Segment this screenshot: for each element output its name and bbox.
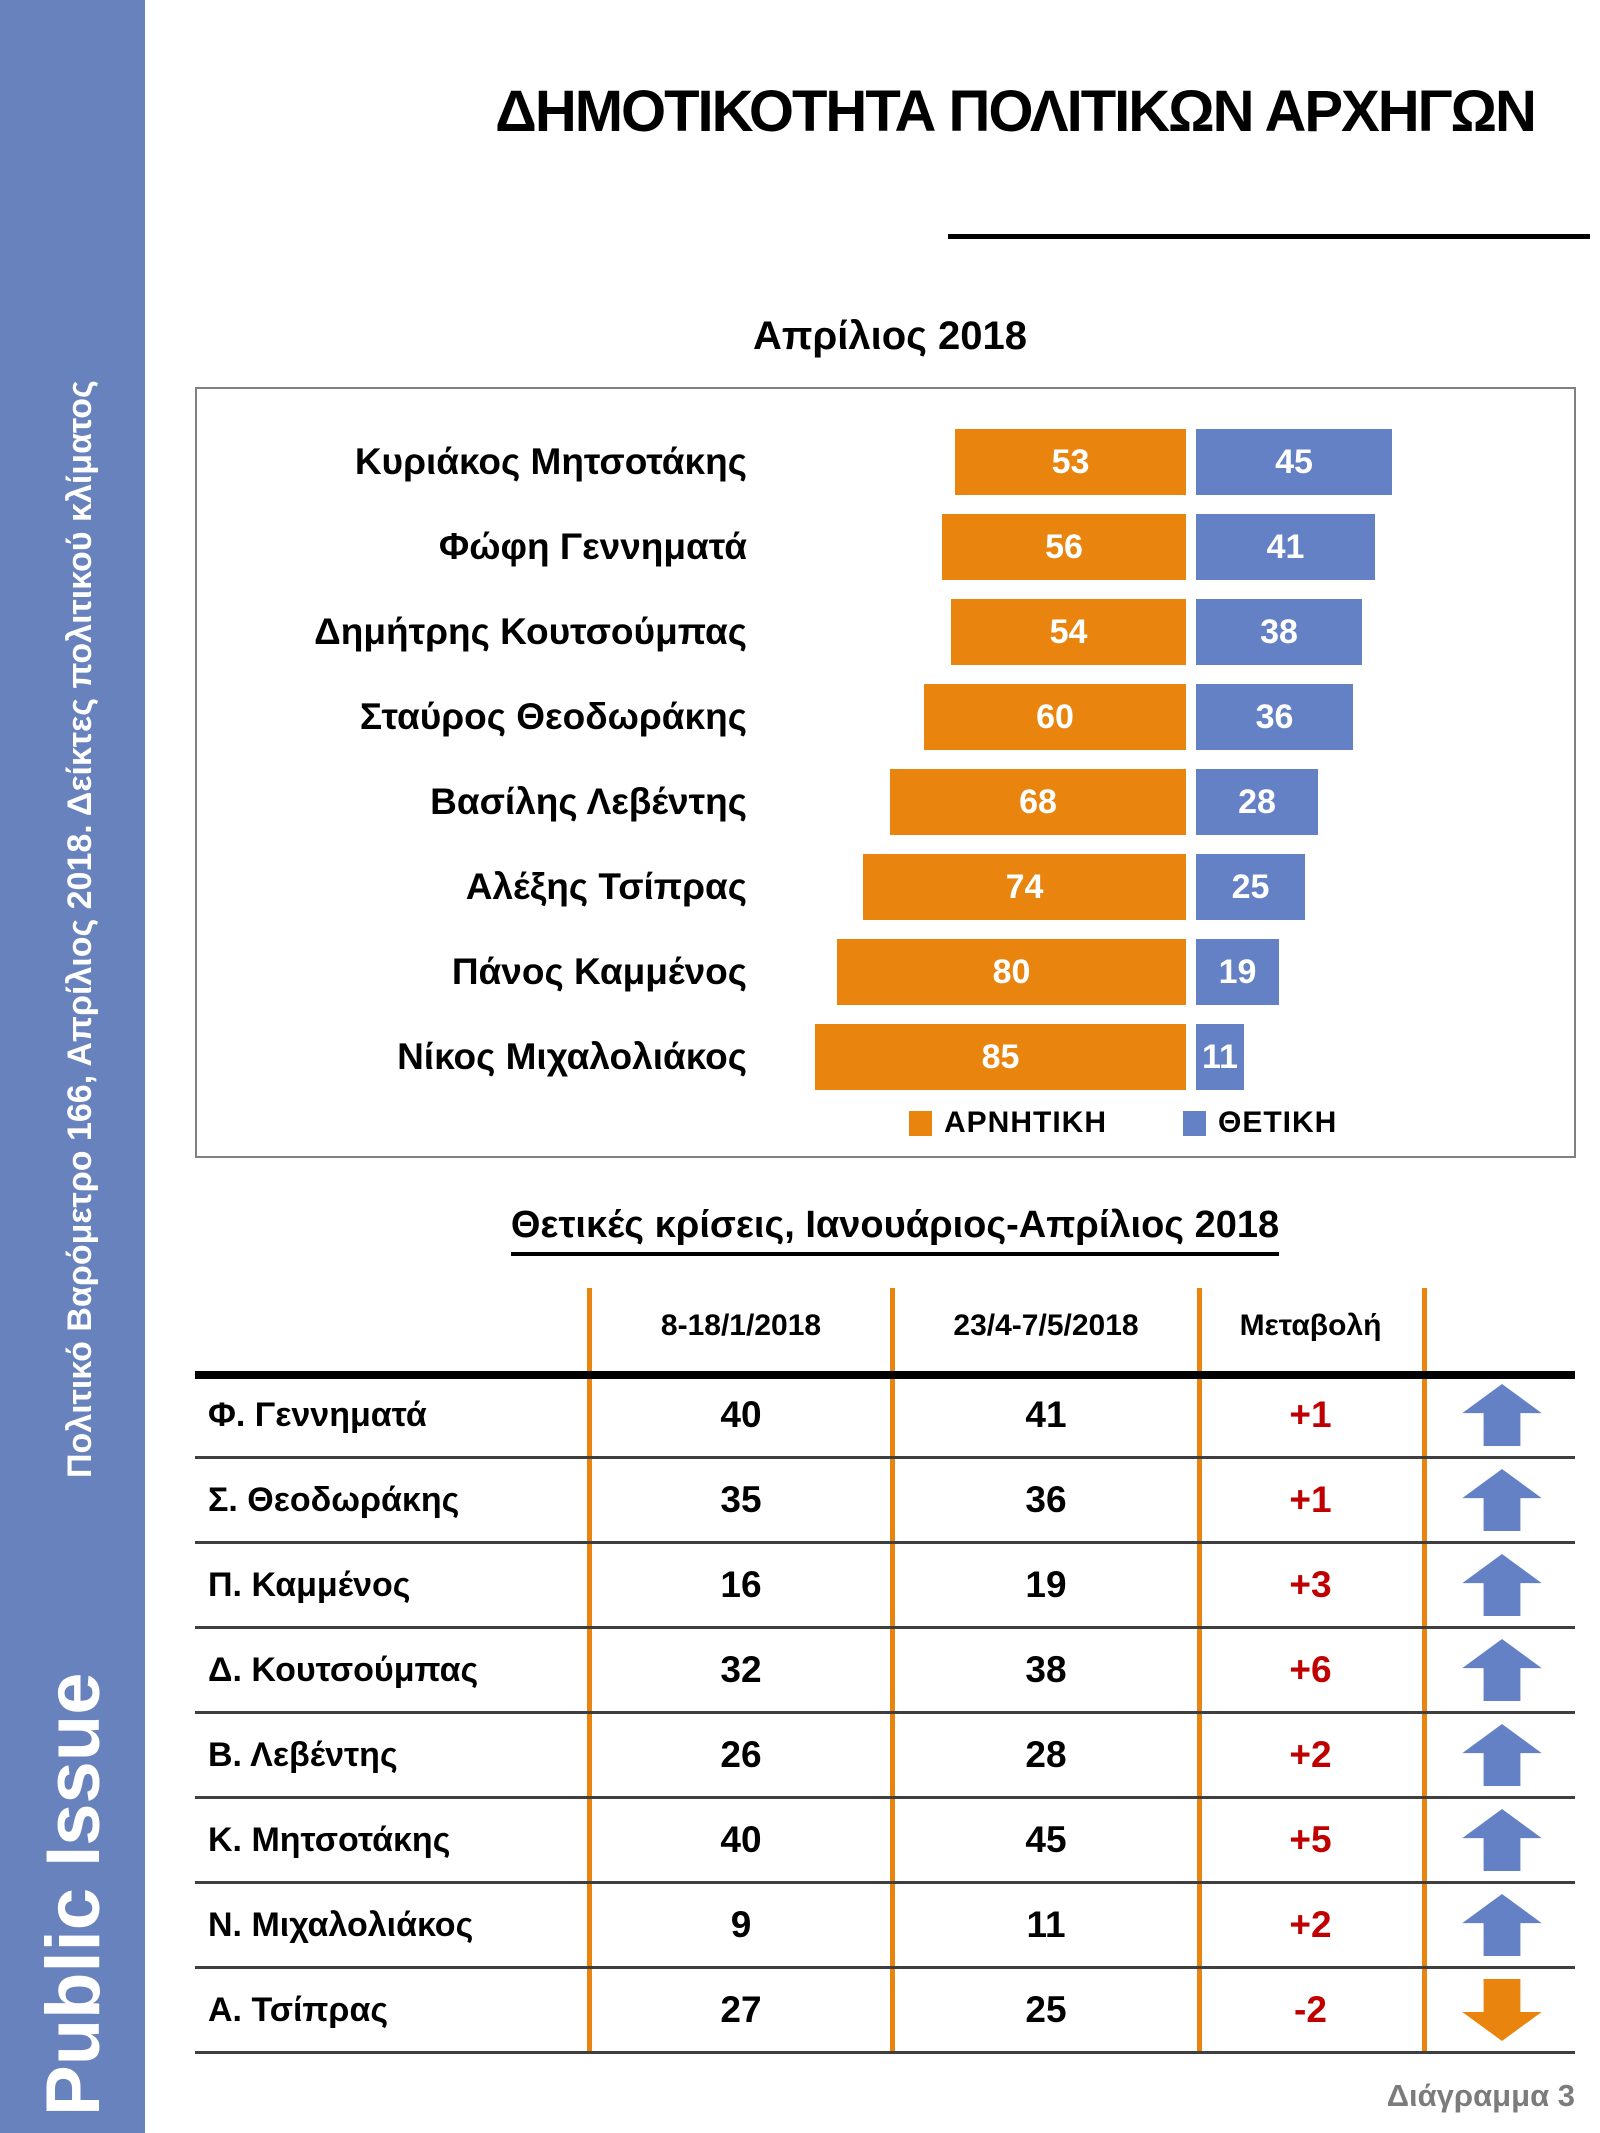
positive-value: 19 [1218,953,1257,991]
negative-bar [942,514,1186,580]
value-apr: 19 [1025,1564,1067,1605]
row-label: Α. Τσίπρας [208,1991,389,2029]
value-jan: 40 [720,1819,762,1860]
negative-bar [890,769,1186,835]
trend-arrow-icon [1462,1554,1542,1616]
positive-bar [1196,514,1375,580]
positive-bar [1196,684,1353,750]
value-jan: 40 [720,1394,762,1435]
value-change: +1 [1289,1394,1332,1435]
negative-value: 60 [1036,698,1074,736]
positive-bar [1196,429,1392,495]
row-label: Π. Καμμένος [208,1566,411,1604]
negative-value: 54 [1049,613,1088,651]
value-apr: 28 [1025,1734,1067,1775]
negative-value: 80 [992,953,1031,991]
table-title-text: Θετικές κρίσεις, Ιανουάριος-Απρίλιος 2018 [511,1204,1279,1256]
chart-row [0,1024,1600,1090]
negative-value: 74 [1005,868,1044,906]
politician-name: Βασίλης Λεβέντης [430,781,747,822]
chart-row [0,939,1600,1005]
value-change: +5 [1289,1819,1332,1860]
chart-subtitle: Απρίλιος 2018 [752,314,1028,358]
positive-bar [1196,769,1318,835]
table-row [0,1969,1600,2051]
trend-arrow-icon [1462,1979,1542,2041]
value-change: +6 [1289,1649,1332,1690]
chart-row [0,769,1600,835]
trend-arrow-cell [1429,1969,1575,2051]
value-change: +2 [1289,1904,1332,1945]
value-jan: 26 [720,1734,762,1775]
row-label: Ν. Μιχαλολιάκος [208,1906,474,1944]
positive-value: 36 [1255,698,1294,736]
positive-bar [1196,854,1305,920]
value-jan: 32 [720,1649,762,1690]
negative-bar [955,429,1186,495]
negative-bar [863,854,1186,920]
row-label: Φ. Γεννηματά [208,1396,427,1434]
table-row [0,1544,1600,1626]
legend-swatch-negative-icon [909,1111,932,1136]
table-row [0,1714,1600,1796]
trend-arrow-icon [1462,1469,1542,1531]
trend-arrow-icon [1462,1809,1542,1871]
title-underline [948,234,1590,239]
legend-label-positive: ΘΕΤΙΚΗ [1218,1106,1338,1139]
value-apr: 25 [1025,1989,1067,2030]
row-label: Σ. Θεοδωράκης [208,1481,460,1519]
negative-value: 53 [1051,443,1090,481]
figure-label: Διάγραμμα 3 [1386,2078,1575,2113]
trend-arrow-cell [1429,1544,1575,1626]
row-separator [195,2051,1575,2054]
table-row [0,1629,1600,1711]
trend-arrow-cell [1429,1459,1575,1541]
value-apr: 45 [1025,1819,1067,1860]
positive-value: 45 [1275,443,1313,481]
table-header-period1: 8-18/1/2018 [660,1309,822,1342]
positive-bar [1196,1024,1244,1090]
positive-value: 41 [1266,528,1305,566]
trend-arrow-cell [1429,1799,1575,1881]
trend-arrow-cell [1429,1374,1575,1456]
table-row [0,1374,1600,1456]
table-row [0,1884,1600,1966]
positive-value: 11 [1202,1038,1238,1076]
value-jan: 9 [730,1904,752,1945]
chart-row [0,684,1600,750]
row-label: Κ. Μητσοτάκης [208,1821,451,1859]
sidebar-caption: Πολιτικό Βαρόμετρο 166, Απρίλιος 2018. Δείκτες πολιτικού κλίματος [61,380,99,1478]
trend-arrow-icon [1462,1639,1542,1701]
negative-bar [924,684,1186,750]
politician-name: Σταύρος Θεοδωράκης [359,696,747,737]
politician-name: Αλέξης Τσίπρας [465,866,747,907]
positive-value: 38 [1260,613,1298,651]
trend-arrow-cell [1429,1629,1575,1711]
positive-value: 28 [1238,783,1276,821]
trend-arrow-cell [1429,1714,1575,1796]
value-jan: 16 [720,1564,762,1605]
politician-name: Φώφη Γεννηματά [438,526,747,567]
politician-name: Νίκος Μιχαλολιάκος [397,1036,747,1077]
table-header-change: Μεταβολή [1239,1309,1382,1342]
row-label: Β. Λεβέντης [208,1736,398,1774]
trend-arrow-cell [1429,1884,1575,1966]
politician-name: Κυριάκος Μητσοτάκης [354,441,747,482]
value-change: +3 [1289,1564,1332,1605]
negative-value: 68 [1019,783,1057,821]
value-apr: 38 [1025,1649,1067,1690]
chart-row [0,429,1600,495]
value-change: -2 [1294,1989,1327,2030]
politician-name: Πάνος Καμμένος [451,951,747,992]
legend-item-positive [1183,1106,1337,1140]
chart-row [0,599,1600,665]
brand-logo-text: Public Issue [31,1672,116,2116]
trend-arrow-icon [1462,1724,1542,1786]
negative-bar [815,1024,1186,1090]
value-jan: 35 [720,1479,762,1520]
positive-bar [1196,599,1362,665]
row-label: Δ. Κουτσούμπας [208,1651,479,1689]
table-row [0,1799,1600,1881]
value-change: +2 [1289,1734,1332,1775]
negative-bar [837,939,1186,1005]
value-apr: 11 [1026,1904,1066,1945]
value-apr: 36 [1025,1479,1067,1520]
value-apr: 41 [1025,1394,1067,1435]
politician-name: Δημήτρης Κουτσούμπας [314,611,747,652]
legend-swatch-positive-icon [1183,1111,1206,1136]
table-row [0,1459,1600,1541]
trend-arrow-icon [1462,1894,1542,1956]
table-title [445,1204,1345,1256]
positive-value: 25 [1231,868,1270,906]
value-change: +1 [1289,1479,1332,1520]
page-title: ΔΗΜΟΤΙΚΟΤΗΤΑ ΠΟΛΙΤΙΚΩΝ ΑΡΧΗΓΩΝ [495,79,1535,144]
negative-value: 85 [981,1038,1020,1076]
table-header-period2: 23/4-7/5/2018 [953,1309,1139,1342]
negative-value: 56 [1045,528,1083,566]
chart-row [0,514,1600,580]
legend-item-negative [909,1106,1107,1140]
negative-bar [951,599,1186,665]
trend-arrow-icon [1462,1384,1542,1446]
legend-label-negative: ΑΡΝΗΤΙΚΗ [944,1106,1107,1139]
value-jan: 27 [720,1989,762,2030]
chart-row [0,854,1600,920]
positive-bar [1196,939,1279,1005]
